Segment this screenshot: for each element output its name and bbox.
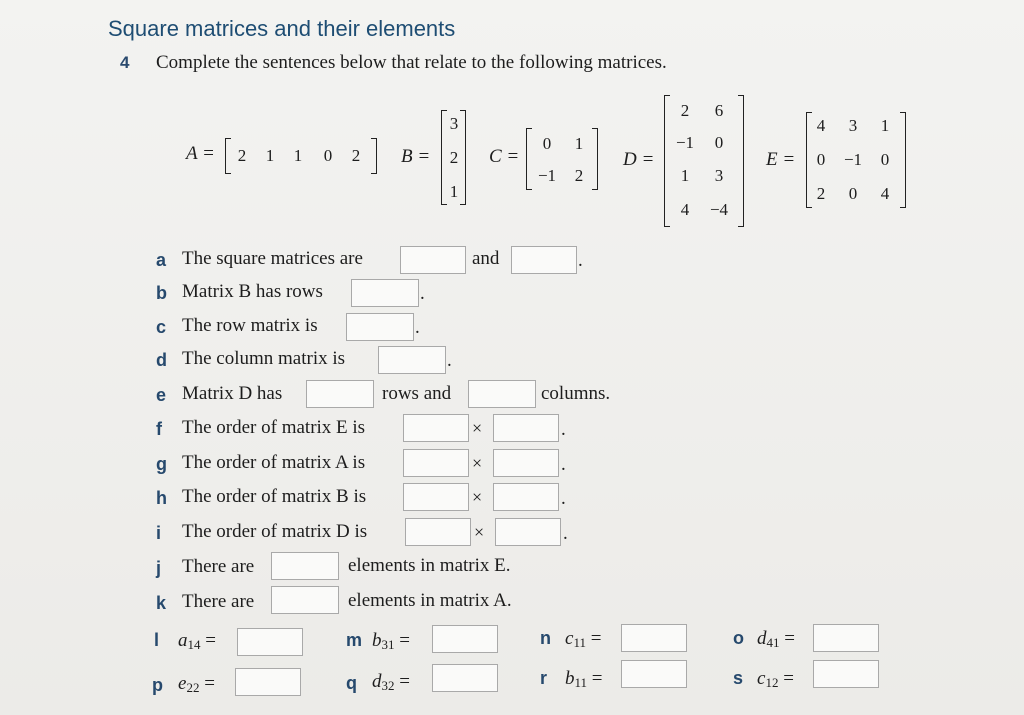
matrix-e-cell: 0 — [880, 150, 890, 169]
item-e-end: columns. — [541, 383, 611, 404]
matrix-c-label: C = — [489, 146, 520, 167]
item-n-answer[interactable] — [621, 624, 687, 652]
item-p-letter: p — [152, 675, 163, 695]
matrix-d-cell: 0 — [714, 133, 724, 152]
item-g-answer-rows[interactable] — [403, 449, 469, 477]
item-o-letter: o — [733, 628, 744, 648]
matrix-a-cell: 2 — [237, 146, 247, 165]
times-sign: × — [472, 487, 483, 507]
item-j-answer[interactable] — [271, 552, 339, 580]
matrix-e-cell: 4 — [880, 184, 890, 203]
item-j-end: elements in matrix E. — [348, 555, 511, 576]
item-d-text: The column matrix is — [182, 348, 346, 369]
item-q-answer[interactable] — [432, 664, 498, 692]
section-heading: Square matrices and their elements — [108, 16, 456, 41]
item-g-answer-cols[interactable] — [493, 449, 559, 477]
period: . — [561, 488, 566, 509]
item-j-letter: j — [156, 558, 162, 578]
item-a-mid: and — [472, 248, 500, 269]
item-s-letter: s — [733, 668, 744, 688]
period: . — [561, 419, 566, 440]
item-p-answer[interactable] — [235, 668, 301, 696]
item-q-letter: q — [346, 673, 357, 693]
matrix-c-cell: 1 — [574, 134, 584, 153]
item-k-end: elements in matrix A. — [348, 590, 512, 611]
item-e-answer-rows[interactable] — [306, 380, 374, 408]
item-e-mid: rows and — [382, 383, 452, 404]
item-i-answer-rows[interactable] — [405, 518, 471, 546]
item-i-text: The order of matrix D is — [182, 521, 368, 542]
matrix-e-cell: 2 — [816, 184, 826, 203]
item-r-letter: r — [540, 668, 548, 688]
matrix-b-cell: 2 — [449, 148, 459, 167]
item-d-answer[interactable] — [378, 346, 446, 374]
item-r-answer[interactable] — [621, 660, 687, 688]
times-sign: × — [472, 418, 483, 438]
item-g-letter: g — [156, 454, 167, 474]
matrix-a-cell: 2 — [351, 146, 361, 165]
matrix-e-cell: 3 — [848, 116, 858, 135]
matrix-a-cell: 1 — [293, 146, 303, 165]
item-e-letter: e — [156, 385, 167, 405]
item-h-answer-rows[interactable] — [403, 483, 469, 511]
item-h-text: The order of matrix B is — [182, 486, 367, 507]
item-c-letter: c — [156, 317, 167, 337]
period: . — [578, 250, 583, 271]
matrix-c-cell: 2 — [574, 166, 584, 185]
matrix-e-label: E = — [766, 149, 796, 170]
matrix-e-cell: 0 — [816, 150, 826, 169]
item-m-expr: $b_{31}$ = — [372, 630, 410, 652]
item-m-letter: m — [346, 630, 363, 650]
matrix-a-label: A = — [186, 143, 215, 164]
item-k-letter: k — [156, 593, 167, 613]
matrix-d-cell: −4 — [709, 200, 729, 219]
matrix-e-cell: 1 — [880, 116, 890, 135]
item-a-text: The square matrices are — [182, 248, 363, 269]
matrix-e-cell: 0 — [848, 184, 858, 203]
item-e-answer-columns[interactable] — [468, 380, 536, 408]
item-l-letter: l — [154, 630, 160, 650]
item-n-letter: n — [540, 628, 551, 648]
matrix-d-cell: 1 — [680, 166, 690, 185]
item-h-answer-cols[interactable] — [493, 483, 559, 511]
item-f-answer-rows[interactable] — [403, 414, 469, 442]
matrix-c — [526, 128, 598, 190]
times-sign: × — [474, 522, 485, 542]
matrix-d-cell: 6 — [714, 101, 724, 120]
matrix-e-cell: 4 — [816, 116, 826, 135]
item-d-letter: d — [156, 350, 167, 370]
matrix-b-cell: 3 — [449, 114, 459, 133]
period: . — [563, 523, 568, 544]
matrix-d-cell: 4 — [680, 200, 690, 219]
item-f-letter: f — [156, 419, 162, 439]
item-a-answer-2[interactable] — [511, 246, 577, 274]
item-p-expr: $e_{22}$ = — [178, 673, 215, 695]
item-l-expr: $a_{14}$ = — [178, 630, 216, 652]
times-sign: × — [472, 453, 483, 473]
item-e-text: Matrix D has — [182, 383, 283, 404]
matrix-b — [441, 110, 466, 205]
question-number: 4 — [120, 53, 130, 72]
matrix-a-cell: 0 — [323, 146, 333, 165]
item-a-letter: a — [156, 250, 167, 270]
period: . — [415, 317, 420, 338]
matrix-a-cell: 1 — [265, 146, 275, 165]
item-i-letter: i — [156, 523, 162, 543]
matrix-d — [664, 95, 744, 227]
item-h-letter: h — [156, 488, 167, 508]
item-k-answer[interactable] — [271, 586, 339, 614]
item-c-text: The row matrix is — [182, 315, 318, 336]
item-b-letter: b — [156, 283, 167, 303]
item-k-text: There are — [182, 591, 255, 612]
matrix-a — [225, 138, 377, 174]
matrix-b-label: B = — [401, 146, 431, 167]
item-f-text: The order of matrix E is — [182, 417, 366, 438]
matrix-e — [806, 112, 906, 208]
question-text: Complete the sentences below that relate to the following matrices. — [156, 52, 667, 73]
matrix-e-cell: −1 — [843, 150, 863, 169]
item-s-answer[interactable] — [813, 660, 879, 688]
matrix-d-cell: 2 — [680, 101, 690, 120]
period: . — [420, 283, 425, 304]
item-s-expr: $c_{12}$ = — [757, 668, 794, 690]
period: . — [561, 454, 566, 475]
item-a-answer-1[interactable] — [400, 246, 466, 274]
item-b-text: Matrix B has rows — [182, 281, 323, 302]
item-r-expr: $b_{11}$ = — [565, 668, 603, 690]
item-q-expr: $d_{32}$ = — [372, 671, 410, 693]
item-c-answer[interactable] — [346, 313, 414, 341]
item-b-answer[interactable] — [351, 279, 419, 307]
period: . — [447, 350, 452, 371]
matrix-c-cell: 0 — [542, 134, 552, 153]
matrix-d-cell: −1 — [675, 133, 695, 152]
item-o-answer[interactable] — [813, 624, 879, 652]
matrix-c-cell: −1 — [537, 166, 557, 185]
matrix-d-cell: 3 — [714, 166, 724, 185]
item-j-text: There are — [182, 556, 255, 577]
item-g-text: The order of matrix A is — [182, 452, 366, 473]
item-m-answer[interactable] — [432, 625, 498, 653]
item-i-answer-cols[interactable] — [495, 518, 561, 546]
matrix-d-label: D = — [623, 149, 655, 170]
matrix-b-cell: 1 — [449, 182, 459, 201]
item-l-answer[interactable] — [237, 628, 303, 656]
item-n-expr: $c_{11}$ = — [565, 628, 602, 650]
item-f-answer-cols[interactable] — [493, 414, 559, 442]
item-o-expr: $d_{41}$ = — [757, 628, 795, 650]
